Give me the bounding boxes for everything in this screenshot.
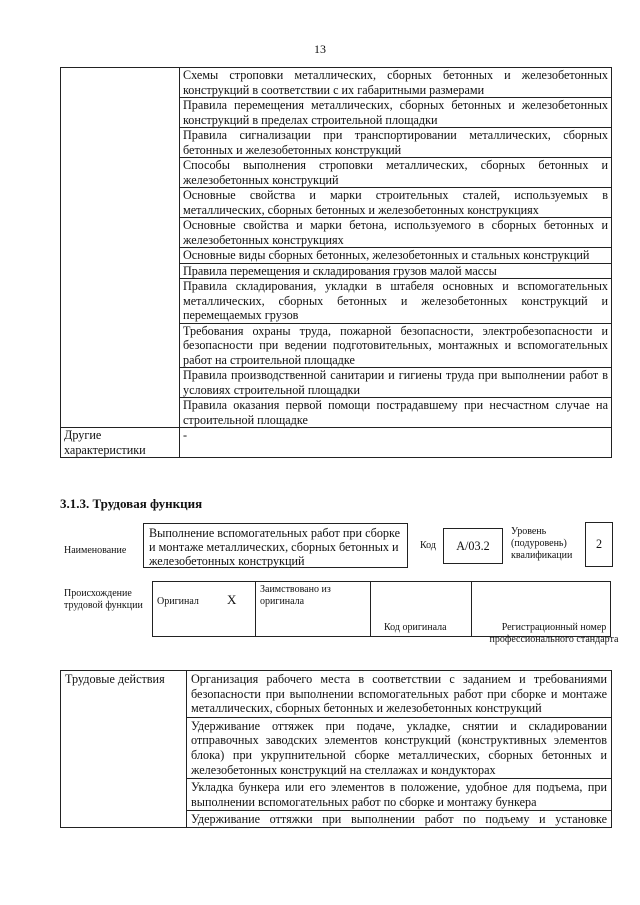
page-number: 13 — [314, 42, 326, 56]
knowledge-item: Правила перемещения металлических, сборных бетонных и железобетонных конструкций в пределах строительной площадки — [180, 98, 612, 128]
action-item: Организация рабочего места в соответствии с заданием и требованиями безопасности при выполнении вспомогательных работ при сборке и монтаже металлических, сборных бетонных и железобетонных конструкций — [187, 671, 612, 718]
knowledge-item: Правила оказания первой помощи пострадавшему при несчастном случае на строительной площадке — [180, 398, 612, 428]
knowledge-item: Правила сигнализации при транспортировании металлических, сборных бетонных и железобетонных конструкций — [180, 128, 612, 158]
table-row — [61, 68, 612, 98]
knowledge-item: Правила перемещения и складирования грузов малой массы — [180, 263, 612, 279]
original-label-cell — [153, 582, 224, 637]
action-item-cell — [187, 811, 612, 828]
section-title: 3.1.3. Трудовая функция — [60, 496, 203, 511]
code-label: Код — [420, 540, 436, 551]
knowledge-item: Основные виды сборных бетонных, железобетонных и стальных конструкций — [180, 248, 612, 264]
knowledge-item: Схемы строповки металлических, сборных бетонных и железобетонных конструкций в соответствии с их габаритными размерами — [180, 68, 612, 98]
reg-number-caption: Регистрационный номер профессионального стандарта — [489, 622, 619, 645]
borrowed-label: Заимствовано из оригинала — [256, 582, 371, 637]
action-item: Удерживание оттяжек при подаче, укладке, снятии и складировании отправочных заводских элементов конструкций (конструктивных элементов блока) при укрупнительной сборке металлических, сборных бетонных и железобетонных конструкций на стеллажах и кондукторах — [187, 717, 612, 778]
code-original-caption: Код оригинала — [384, 622, 447, 633]
other-characteristics-value: - — [180, 428, 612, 458]
knowledge-item: Требования охраны труда, пожарной безопасности, электробезопасности и безопасности при ведении подготовительных, монтажных и вспомогательных работ на строительной площадке — [180, 323, 612, 368]
knowledge-item: Правила производственной санитарии и гигиены труда при выполнении работ в условиях строительной площадки — [180, 368, 612, 398]
knowledge-item: Способы выполнения строповки металлических, сборных бетонных и железобетонных конструкций — [180, 158, 612, 188]
function-code-box: А/03.2 — [443, 528, 503, 564]
other-characteristics-label: Другие характеристики — [61, 428, 180, 458]
table-row — [61, 671, 612, 718]
original-mark: Х — [223, 582, 256, 637]
function-name-box: Выполнение вспомогательных работ при сборке и монтаже металлических, сборных бетонных и железобетонных конструкций — [143, 523, 408, 568]
knowledge-item: Правила складирования, укладки в штабеля основных и вспомогательных металлических, сборных бетонных и железобетонных конструкций и перемещаемых грузов — [180, 279, 612, 324]
origin-label: Происхождение трудовой функции — [64, 588, 143, 611]
original-label: Оригинал — [157, 596, 199, 607]
action-item: Укладка бункера или его элементов в положение, удобное для подъема, при выполнении вспомогательных работ по сборке и монтажу бункера — [187, 779, 612, 811]
action-item: Удерживание оттяжки при выполнении работ по подъему и установке — [191, 812, 607, 827]
name-label: Наименование — [64, 545, 127, 556]
knowledge-item: Основные свойства и марки бетона, используемого в сборных бетонных и железобетонных конструкциях — [180, 218, 612, 248]
actions-table — [60, 670, 612, 828]
level-value-box: 2 — [585, 522, 613, 567]
knowledge-label-cell — [61, 68, 180, 428]
level-label: Уровень (подуровень) квалификации — [511, 526, 573, 561]
table-row — [61, 428, 612, 458]
knowledge-item: Основные свойства и марки строительных сталей, используемых в металлических, сборных бетонных и железобетонных конструкциях — [180, 188, 612, 218]
knowledge-table — [60, 67, 612, 458]
actions-label: Трудовые действия — [61, 671, 187, 828]
